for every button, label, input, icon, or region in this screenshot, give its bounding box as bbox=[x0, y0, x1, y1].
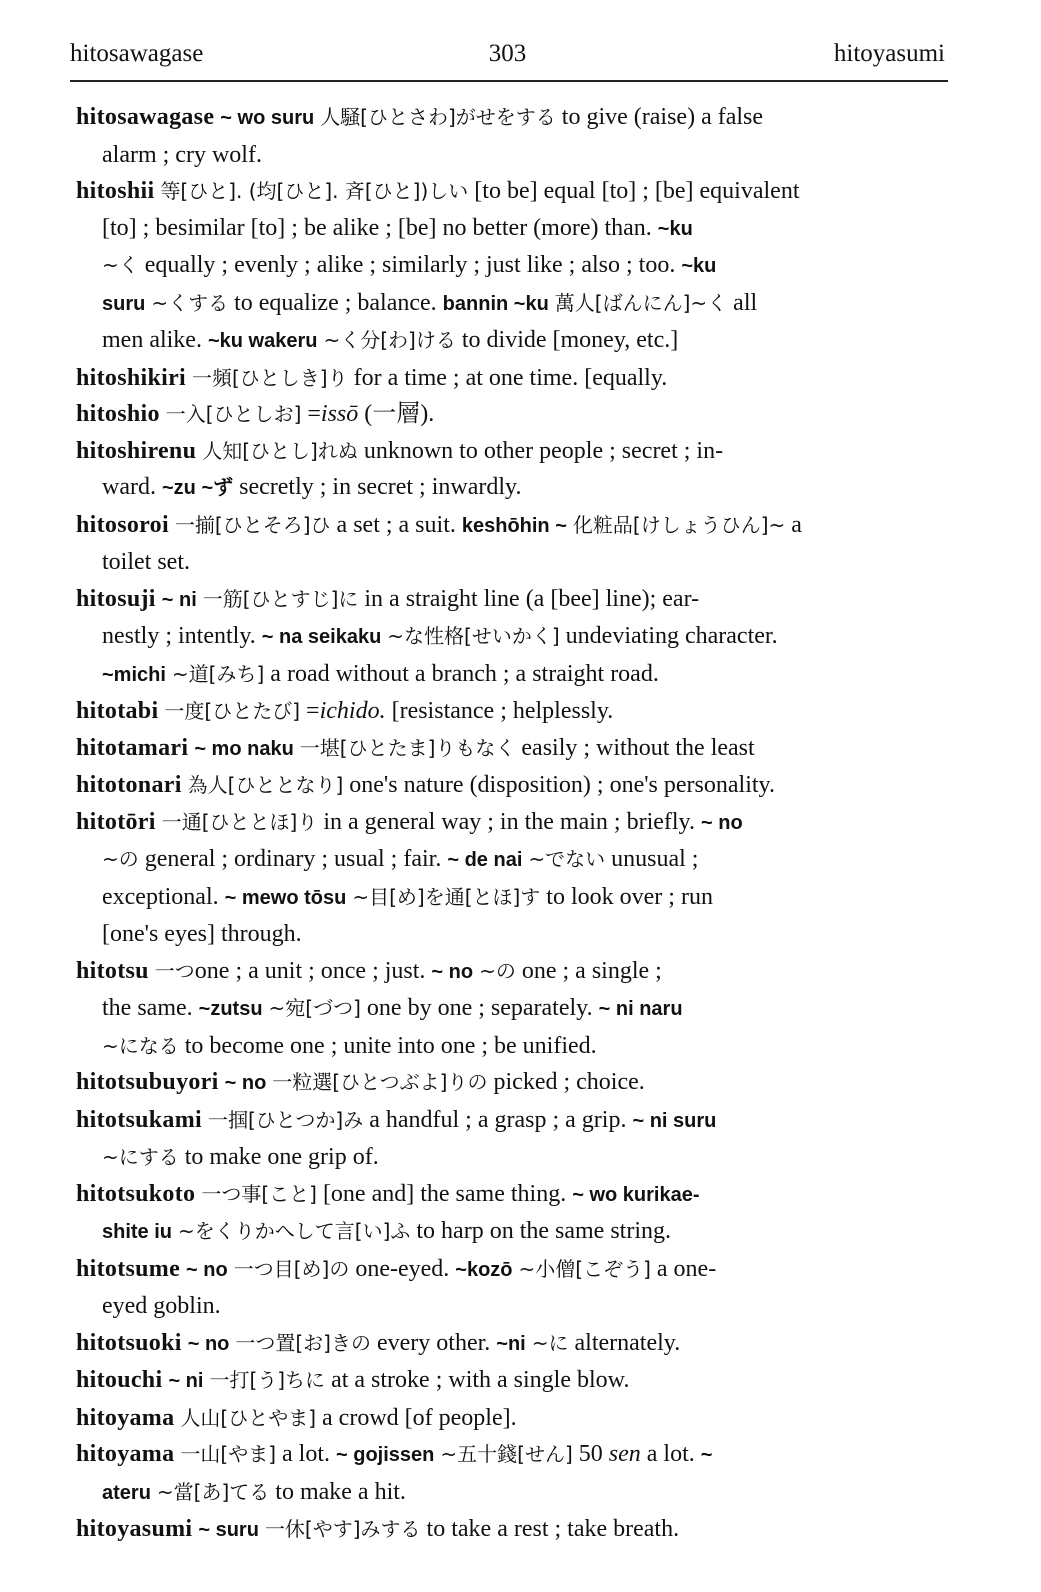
headword: hitotsume bbox=[76, 1255, 181, 1282]
japanese-text: 一つ事[こと] bbox=[201, 1181, 317, 1206]
definition-text: toilet set. bbox=[102, 549, 190, 575]
definition-text: unusual ; bbox=[605, 846, 699, 872]
definition-text: unknown to other people ; secret ; in- bbox=[357, 437, 724, 464]
entry-line bbox=[102, 322, 948, 360]
example-romaji: bannin ~ku bbox=[442, 292, 549, 315]
definition-text: a crowd [of people]. bbox=[316, 1404, 517, 1431]
headword: hitoyama bbox=[76, 1404, 175, 1431]
dictionary-entry bbox=[76, 953, 948, 1065]
japanese-text: ~でない bbox=[528, 847, 606, 871]
definition-text: undeviating character. bbox=[559, 623, 778, 649]
definition-text: secretly ; in secret ; inwardly. bbox=[233, 474, 522, 500]
dictionary-entry bbox=[76, 1436, 948, 1511]
italic-text: sen bbox=[608, 1441, 641, 1467]
japanese-text: ~くする bbox=[151, 290, 229, 315]
entry-line bbox=[76, 730, 948, 768]
definition-text: alarm ; cry wolf. bbox=[102, 141, 262, 168]
dictionary-entry bbox=[76, 804, 948, 953]
dictionary-entry bbox=[76, 507, 948, 581]
definition-text: to take a rest ; take breath. bbox=[420, 1516, 680, 1542]
entry-line bbox=[76, 1102, 948, 1140]
example-romaji: ~ ni suru bbox=[632, 1109, 717, 1132]
example-romaji: ~zu ~ず bbox=[161, 477, 234, 499]
japanese-text: 一粒選[ひとつぶよ]りの bbox=[272, 1070, 488, 1094]
japanese-text: 人騒[ひとさわ]がせをする bbox=[320, 105, 556, 129]
example-romaji: ~ ni bbox=[168, 1370, 204, 1392]
definition-text: one ; a single ; bbox=[515, 957, 662, 984]
definition-text: alternately. bbox=[568, 1329, 681, 1356]
definition-text: equally. bbox=[592, 364, 668, 391]
japanese-text: 萬人[ばんにん]~く bbox=[554, 290, 728, 315]
japanese-text: ~にする bbox=[102, 1145, 179, 1169]
definition-text: easily ; without the least bbox=[515, 734, 755, 761]
definition-text: a lot. bbox=[640, 1441, 701, 1467]
example-romaji: ~ mo naku bbox=[194, 737, 294, 760]
example-romaji: ~ku bbox=[681, 255, 717, 277]
definition-text: a one- bbox=[650, 1255, 717, 1282]
definition-text: in a general way ; in the main ; briefly. bbox=[317, 808, 701, 835]
entry-line bbox=[102, 544, 948, 581]
italic-text: issō bbox=[320, 401, 359, 427]
japanese-text: 化粧品[けしょうひん]~ bbox=[572, 512, 786, 537]
entry-line bbox=[76, 1325, 948, 1363]
entry-line bbox=[76, 173, 948, 210]
example-romaji: ~ no bbox=[224, 1072, 267, 1094]
headword: hitotōri bbox=[76, 808, 156, 835]
japanese-text: ~く bbox=[102, 253, 139, 277]
entry-line bbox=[76, 99, 948, 137]
entry-line bbox=[102, 916, 948, 953]
headword: hitotsukami bbox=[76, 1106, 202, 1133]
entry-line bbox=[76, 360, 948, 397]
japanese-text: 等[ひと]. (均[ひと]. 斉[ひと])しい bbox=[160, 179, 469, 203]
definition-text: [one's eyes] through. bbox=[102, 921, 302, 947]
definition-text: to make a hit. bbox=[269, 1478, 406, 1505]
entry-line bbox=[76, 953, 948, 991]
entry-line bbox=[76, 693, 948, 730]
dictionary-entry bbox=[76, 433, 948, 507]
japanese-text: 一つ目[め]の bbox=[233, 1256, 350, 1281]
dictionary-entries bbox=[76, 99, 948, 1549]
running-head-left: hitosawagase bbox=[70, 40, 204, 67]
definition-text: at a stroke ; with a single blow. bbox=[325, 1367, 630, 1393]
example-romaji: ~ wo suru bbox=[220, 107, 315, 129]
entry-line bbox=[102, 210, 948, 248]
japanese-text: ~目[め]を通[とほ]す bbox=[352, 884, 541, 909]
example-romaji: suru bbox=[102, 292, 146, 315]
example-romaji: keshōhin ~ bbox=[461, 514, 567, 537]
definition-text: a bbox=[785, 511, 802, 538]
dictionary-entry bbox=[76, 693, 948, 730]
definition-text: eyed goblin. bbox=[102, 1293, 221, 1319]
entry-line bbox=[76, 433, 948, 470]
definition-text: one by one ; separately. bbox=[360, 995, 599, 1021]
example-romaji: ~ no bbox=[187, 1332, 230, 1355]
definition-text: to harp on the same string. bbox=[410, 1218, 672, 1244]
entry-line bbox=[76, 1362, 948, 1400]
example-romaji: ~kozō bbox=[455, 1258, 513, 1281]
example-romaji: ~ no bbox=[701, 811, 743, 834]
dictionary-entry bbox=[76, 99, 948, 173]
entry-line bbox=[76, 1436, 948, 1474]
entry-line bbox=[76, 1064, 948, 1102]
definition-text: to divide [money, etc.] bbox=[455, 327, 679, 353]
definition-text: to look over ; run bbox=[540, 883, 713, 910]
example-romaji: ~ no bbox=[186, 1258, 228, 1281]
definition-text: [one and] the same thing. bbox=[316, 1180, 573, 1207]
entry-line bbox=[102, 137, 948, 174]
headword: hitoshikiri bbox=[76, 364, 186, 391]
definition-text: a set ; a suit. bbox=[330, 511, 462, 538]
running-head-right: hitoyasumi bbox=[833, 40, 945, 67]
definition-text: = bbox=[300, 698, 320, 724]
example-romaji: ~ku wakeru bbox=[207, 330, 318, 352]
page-header bbox=[70, 40, 945, 80]
japanese-text: ~宛[づつ] bbox=[268, 996, 361, 1020]
entry-line bbox=[76, 1511, 948, 1549]
example-romaji: ~ni bbox=[496, 1332, 526, 1355]
headword: hitoshio bbox=[76, 401, 160, 427]
definition-text: to make one grip of. bbox=[178, 1144, 379, 1170]
definition-text: ward. bbox=[102, 474, 162, 500]
definition-text: exceptional. bbox=[102, 883, 225, 910]
dictionary-entry bbox=[76, 360, 948, 397]
japanese-text: 一揃[ひとそろ]ひ bbox=[174, 512, 331, 537]
definition-text: all bbox=[727, 289, 758, 316]
headword: hitosawagase bbox=[76, 104, 215, 130]
definition-text: a road without a branch ; a straight road. bbox=[264, 660, 659, 687]
definition-text: equally ; evenly ; alike ; similarly ; just like ; also ; too. bbox=[138, 252, 682, 278]
japanese-text: 一入[ひとしお] bbox=[165, 402, 302, 426]
japanese-text: 一堪[ひとたま]りもなく bbox=[299, 735, 516, 760]
headword: hitotsubuyori bbox=[76, 1069, 219, 1095]
entry-line bbox=[76, 396, 948, 433]
example-romaji: ateru bbox=[102, 1481, 151, 1504]
dictionary-entry bbox=[76, 1362, 948, 1400]
headword: hitoyama bbox=[76, 1441, 175, 1467]
entry-line bbox=[102, 247, 948, 285]
japanese-text: ~になる bbox=[102, 1033, 179, 1058]
definition-text: 50 bbox=[572, 1441, 609, 1467]
definition-text: the same. bbox=[102, 995, 199, 1021]
example-romaji: ~ gojissen bbox=[336, 1444, 435, 1466]
dictionary-entry bbox=[76, 730, 948, 768]
italic-text: ichido. bbox=[319, 698, 386, 724]
japanese-text: ~當[あ]てる bbox=[156, 1479, 270, 1504]
definition-text: a lot. bbox=[276, 1441, 337, 1467]
definition-text: to become one ; unite into one ; be unified. bbox=[178, 1032, 597, 1059]
japanese-text: ~小僧[こぞう] bbox=[518, 1256, 651, 1281]
definition-text: [to] ; besimilar [to] ; be alike ; [be] no better (more) than. bbox=[102, 214, 658, 241]
dictionary-entry bbox=[76, 173, 948, 360]
definition-text: picked ; choice. bbox=[487, 1069, 645, 1095]
entry-line bbox=[76, 767, 948, 804]
definition-text: to give (raise) a false bbox=[555, 104, 764, 130]
definition-text: in a straight line (a [bee] line); ear- bbox=[358, 585, 700, 612]
japanese-text: ~の bbox=[102, 847, 139, 871]
definition-text: one-eyed. bbox=[349, 1255, 456, 1282]
japanese-text: 一山[やま] bbox=[180, 1442, 277, 1466]
dictionary-entry bbox=[76, 581, 948, 694]
japanese-text: 一筋[ひとすじ]に bbox=[202, 586, 359, 611]
definition-text: one ; a unit ; once ; just. bbox=[194, 957, 432, 984]
headword: hitoshirenu bbox=[76, 437, 197, 464]
definition-text: = bbox=[301, 401, 321, 427]
headword: hitotamari bbox=[76, 734, 189, 761]
example-romaji: ~michi bbox=[102, 663, 166, 686]
page-number: 303 bbox=[488, 40, 527, 67]
japanese-text: ~五十錢[せん] bbox=[440, 1442, 573, 1466]
example-romaji: shite iu bbox=[102, 1221, 173, 1243]
definition-text: a handful ; a grasp ; a grip. bbox=[363, 1106, 633, 1133]
entry-line bbox=[76, 1251, 948, 1289]
dictionary-entry bbox=[76, 1511, 948, 1549]
dictionary-entry bbox=[76, 1064, 948, 1102]
example-romaji: ~ ni naru bbox=[598, 998, 683, 1020]
entry-line bbox=[102, 285, 948, 323]
headword: hitosoroi bbox=[76, 511, 169, 538]
headword: hitouchi bbox=[76, 1367, 163, 1393]
entry-line bbox=[102, 1213, 948, 1251]
japanese-text: 一度[ひとたび] bbox=[164, 699, 301, 723]
headword: hitoyasumi bbox=[76, 1516, 193, 1542]
japanese-text: ~をくりかへして言[い]ふ bbox=[178, 1219, 411, 1243]
japanese-text: 人知[ひとし]れぬ bbox=[202, 438, 358, 463]
japanese-text: 一掴[ひとつか]み bbox=[208, 1107, 364, 1132]
example-romaji: ~ bbox=[700, 1444, 713, 1466]
entry-line bbox=[76, 581, 948, 619]
japanese-text: ~く分[わ]ける bbox=[323, 328, 456, 352]
example-romaji: ~ na seikaku bbox=[261, 626, 382, 648]
entry-line bbox=[76, 507, 948, 545]
headword: hitotsu bbox=[76, 957, 149, 984]
entry-line bbox=[102, 469, 948, 507]
definition-text: [resistance ; helplessly. bbox=[385, 698, 614, 724]
example-romaji: ~ suru bbox=[198, 1519, 259, 1541]
headword: hitotonari bbox=[76, 772, 182, 798]
entry-line bbox=[102, 1288, 948, 1325]
definition-text: [to be] equal [to] ; [be] equivalent bbox=[468, 178, 800, 204]
japanese-text: 一頻[ひとしき]り bbox=[192, 365, 348, 390]
definition-text: nestly ; intently. bbox=[102, 623, 262, 649]
japanese-text: 為人[ひととなり] bbox=[187, 773, 344, 797]
japanese-text: ~な性格[せいかく] bbox=[387, 624, 560, 648]
japanese-text: ~に bbox=[531, 1330, 569, 1355]
entry-line bbox=[102, 879, 948, 917]
japanese-text: ~道[みち] bbox=[171, 661, 265, 686]
japanese-text: 一休[やす]みする bbox=[264, 1517, 421, 1541]
headword: hitotabi bbox=[76, 698, 159, 724]
japanese-text: 一つ置[お]きの bbox=[235, 1330, 371, 1355]
dictionary-entry bbox=[76, 396, 948, 433]
headword: hitosuji bbox=[76, 585, 156, 612]
example-romaji: ~ku bbox=[657, 217, 693, 240]
dictionary-entry bbox=[76, 1102, 948, 1176]
entry-line bbox=[102, 1028, 948, 1065]
dictionary-entry bbox=[76, 1251, 948, 1325]
dictionary-entry bbox=[76, 1176, 948, 1251]
definition-text: to equalize ; balance. bbox=[228, 289, 443, 316]
entry-line bbox=[102, 841, 948, 879]
header-rule bbox=[70, 80, 948, 82]
entry-line bbox=[76, 1176, 948, 1214]
entry-line bbox=[102, 1139, 948, 1176]
japanese-text: 一つ bbox=[154, 958, 195, 983]
dictionary-entry bbox=[76, 767, 948, 804]
example-romaji: ~ wo kurikae- bbox=[572, 1183, 700, 1206]
definition-text: for a time ; at one time. [ bbox=[347, 364, 593, 391]
definition-text: one's nature (disposition) ; one's personality. bbox=[343, 772, 775, 798]
headword: hitoshii bbox=[76, 178, 155, 204]
entry-line bbox=[102, 618, 948, 656]
entry-line bbox=[76, 1400, 948, 1437]
definition-text: men alike. bbox=[102, 327, 208, 353]
example-romaji: ~zutsu bbox=[198, 998, 263, 1020]
example-romaji: ~ ni bbox=[161, 588, 197, 611]
japanese-text: 人山[ひとやま] bbox=[180, 1405, 317, 1430]
entry-line bbox=[102, 656, 948, 694]
example-romaji: ~ de nai bbox=[447, 849, 523, 871]
japanese-text: 一打[う]ちに bbox=[209, 1368, 326, 1392]
entry-line bbox=[76, 804, 948, 842]
headword: hitotsukoto bbox=[76, 1180, 196, 1207]
japanese-text: ~の bbox=[479, 958, 516, 983]
definition-text: every other. bbox=[370, 1329, 497, 1356]
japanese-text: 一通[ひととほ]り bbox=[161, 809, 318, 834]
example-romaji: ~ mewo tōsu bbox=[224, 886, 347, 909]
entry-line bbox=[102, 990, 948, 1028]
entry-line bbox=[102, 1474, 948, 1512]
definition-text: (一層). bbox=[358, 401, 435, 427]
example-romaji: ~ no bbox=[431, 960, 474, 983]
dictionary-entry bbox=[76, 1400, 948, 1437]
dictionary-entry bbox=[76, 1325, 948, 1363]
definition-text: general ; ordinary ; usual ; fair. bbox=[138, 846, 448, 872]
headword: hitotsuoki bbox=[76, 1329, 182, 1356]
